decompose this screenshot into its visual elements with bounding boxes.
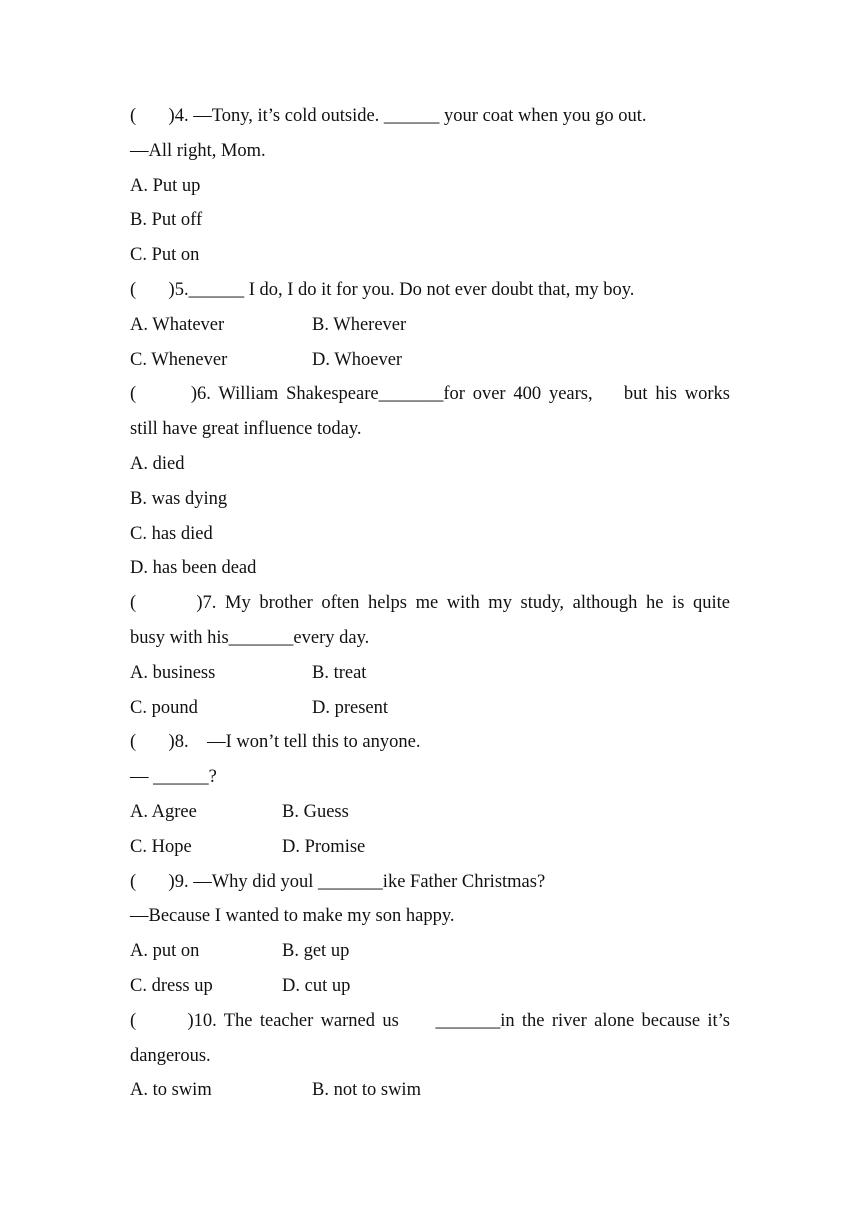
option-b: B. not to swim bbox=[312, 1080, 421, 1101]
option-a: A. Whatever bbox=[130, 314, 225, 335]
option-row bbox=[130, 343, 730, 378]
question-stem: ( )4. —Tony, it’s cold outside. ______ your coat when you go out. bbox=[130, 106, 647, 126]
question-4 bbox=[130, 99, 730, 273]
question-stem-reply: —All right, Mom. bbox=[130, 140, 266, 161]
option-c: C. dress up bbox=[130, 975, 213, 996]
option-b: B. Guess bbox=[282, 801, 349, 822]
option-c: C. Whenever bbox=[130, 349, 228, 370]
question-10 bbox=[130, 1004, 730, 1108]
option-b: B. Wherever bbox=[312, 314, 407, 335]
question-stem: ( )8. —I won’t tell this to anyone. bbox=[130, 732, 421, 753]
option-a: A. Agree bbox=[130, 801, 197, 822]
option-row bbox=[130, 795, 730, 830]
worksheet-page bbox=[130, 99, 730, 1108]
option-a: A. Put up bbox=[130, 175, 201, 196]
option-c: C. has died bbox=[130, 523, 213, 544]
option-c: C. Put on bbox=[130, 245, 200, 266]
question-7 bbox=[130, 586, 730, 725]
question-stem: ( )6. William Shakespeare_______for over 400 years, but his works bbox=[130, 384, 730, 405]
option-row bbox=[130, 308, 730, 343]
question-stem: ( )10. The teacher warned us _______in the river alone because it’s bbox=[130, 1010, 730, 1031]
question-stem: ( )5.______ I do, I do it for you. Do not ever doubt that, my boy. bbox=[130, 279, 635, 300]
question-stem-continued: dangerous. bbox=[130, 1045, 211, 1066]
option-d: D. present bbox=[312, 697, 389, 718]
question-stem-reply: — ______? bbox=[130, 767, 217, 788]
option-d: D. cut up bbox=[282, 975, 351, 996]
option-d: D. Promise bbox=[282, 836, 366, 857]
question-stem: ( )9. —Why did youl _______ike Father Christmas? bbox=[130, 871, 546, 892]
option-a: A. to swim bbox=[130, 1080, 212, 1101]
question-stem: ( )7. My brother often helps me with my study, although he is quite bbox=[130, 593, 730, 614]
option-b: B. was dying bbox=[130, 488, 228, 509]
option-row bbox=[130, 934, 730, 969]
question-6 bbox=[130, 377, 730, 586]
question-stem-reply: —Because I wanted to make my son happy. bbox=[130, 906, 455, 927]
option-d: D. Whoever bbox=[312, 349, 403, 370]
option-d: D. has been dead bbox=[130, 558, 257, 579]
option-row bbox=[130, 691, 730, 726]
option-a: A. died bbox=[130, 453, 185, 474]
option-c: C. pound bbox=[130, 697, 198, 718]
option-a: A. business bbox=[130, 662, 216, 683]
option-row bbox=[130, 830, 730, 865]
option-a: A. put on bbox=[130, 941, 200, 962]
question-stem-continued: still have great influence today. bbox=[130, 419, 362, 440]
option-b: B. Put off bbox=[130, 210, 203, 231]
option-row bbox=[130, 1073, 730, 1108]
option-c: C. Hope bbox=[130, 836, 192, 857]
option-row bbox=[130, 969, 730, 1004]
question-9 bbox=[130, 865, 730, 1004]
option-b: B. treat bbox=[312, 662, 367, 683]
option-b: B. get up bbox=[282, 941, 350, 962]
option-row bbox=[130, 656, 730, 691]
question-5 bbox=[130, 273, 730, 377]
question-stem-continued: busy with his_______every day. bbox=[130, 627, 370, 648]
question-8 bbox=[130, 725, 730, 864]
